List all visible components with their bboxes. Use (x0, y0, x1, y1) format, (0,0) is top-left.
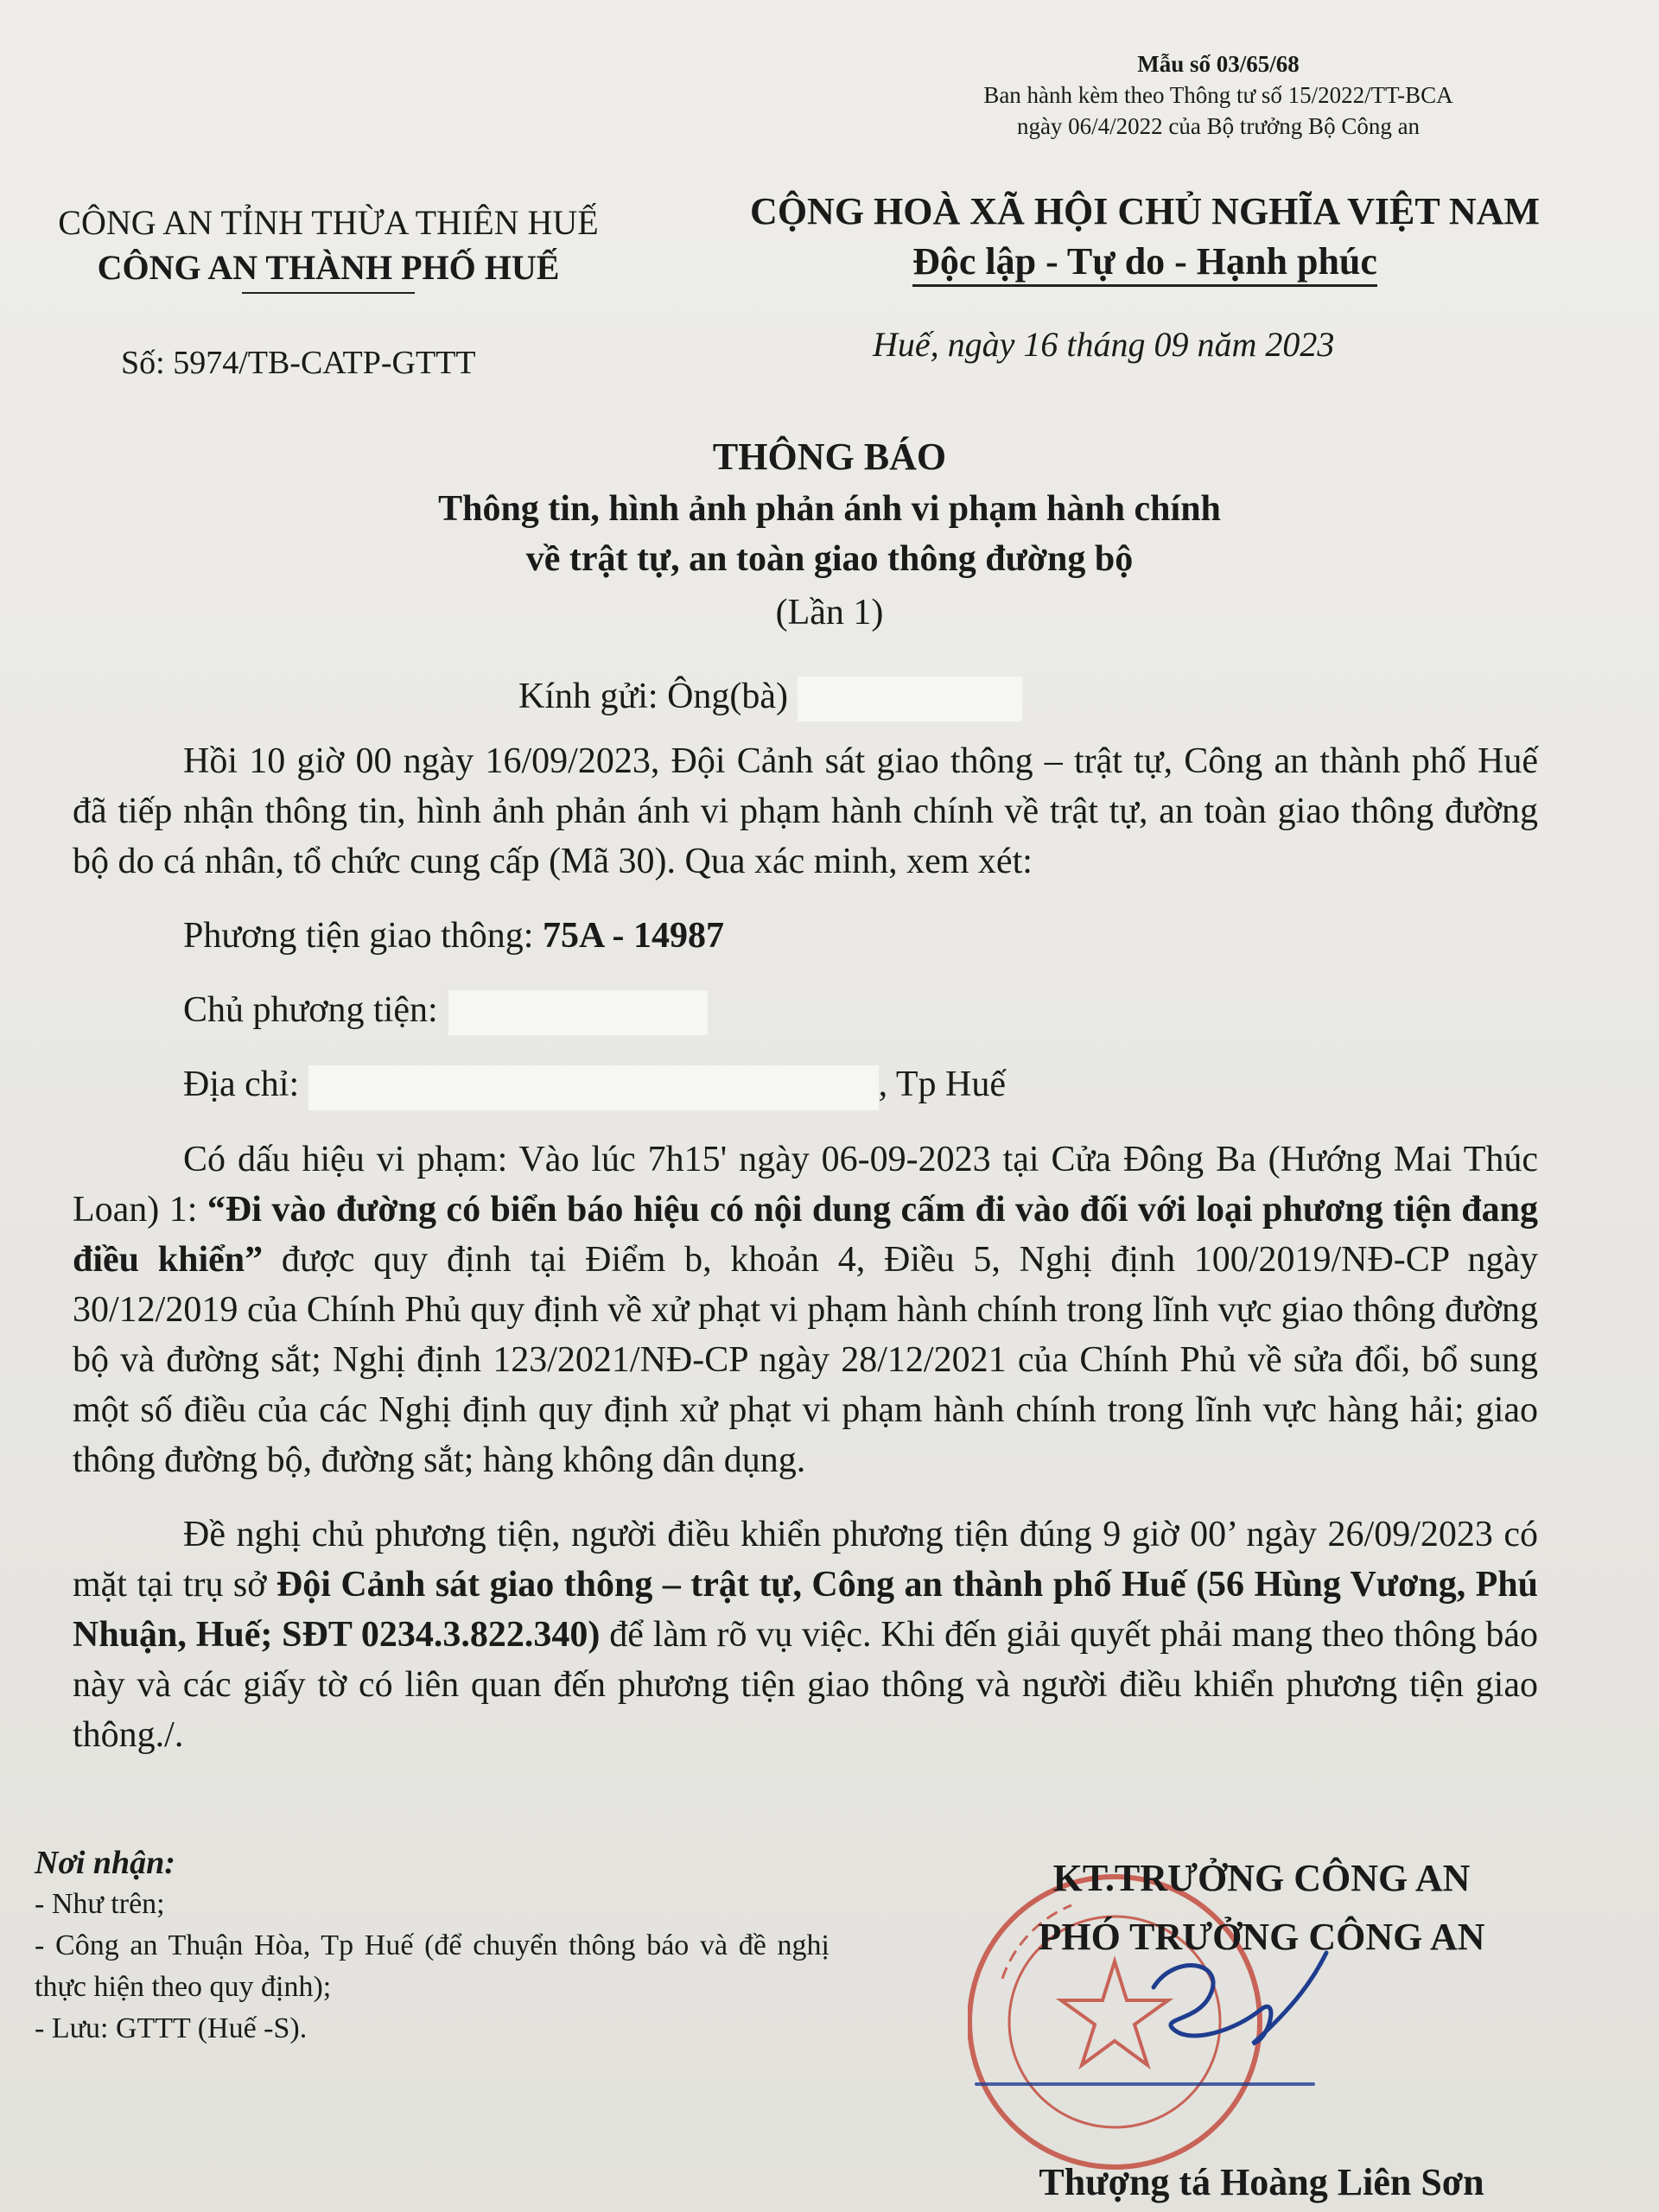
notice-body (73, 736, 1538, 1760)
org-line-2: CÔNG AN THÀNH PHỐ HUẾ (97, 248, 560, 287)
document-subtitle-1: Thông tin, hình ảnh phản ánh vi phạm hành chính (438, 489, 1221, 529)
form-issued-by: Ban hành kèm theo Thông tư số 15/2022/TT-BCA (983, 82, 1453, 108)
signature-title-1: KT.TRƯỞNG CÔNG AN (1052, 1857, 1471, 1899)
recipient-item: - Lưu: GTTT (Huế -S). (35, 2012, 308, 2044)
vehicle-label: Phương tiện giao thông: (183, 916, 543, 956)
address-line (73, 1059, 1538, 1109)
owner-line (73, 985, 1538, 1035)
recipient-item: - Như trên; (35, 1888, 165, 1920)
greeting-line (518, 676, 1022, 721)
request-intro: Đề nghị chủ phương tiện, người điều khiển phương tiện đúng 9 giờ 00’ ngày 26/09/2023 có mặt tại trụ sở (73, 1514, 1538, 1605)
address-label: Địa chỉ: (183, 1065, 308, 1105)
form-number: Mẫu số 03/65/68 (1137, 51, 1300, 77)
redacted-address (308, 1065, 879, 1110)
vehicle-line (73, 911, 1538, 961)
nation-line-1: CỘNG HOÀ XÃ HỘI CHỦ NGHĨA VIỆT NAM (750, 190, 1540, 232)
signature-title-2: PHÓ TRƯỞNG CÔNG AN (1038, 1916, 1485, 1958)
nation-motto: Độc lập - Tự do - Hạnh phúc (912, 239, 1377, 287)
national-header (691, 187, 1599, 287)
signature-block (933, 1849, 1590, 1967)
title-block (0, 430, 1659, 641)
issuing-organization (17, 200, 639, 294)
violation-description: “Đi vào đường có biển báo hiệu có nội dung cấm đi vào đối với loại phương tiện đang điều khiển” (73, 1189, 1538, 1280)
greeting-label: Kính gửi: Ông(bà) (518, 677, 798, 716)
recipient-item: - Công an Thuận Hòa, Tp Huế (để chuyển thông báo và đề nghị thực hiện theo quy định); (35, 1929, 830, 2003)
form-issued-date: ngày 06/4/2022 của Bộ trưởng Bộ Công an (1016, 113, 1421, 139)
redacted-owner (448, 990, 708, 1035)
request-office: Đội Cảnh sát giao thông – trật tự, Công an thành phố Huế (56 Hùng Vương, Phú Nhuận, Huế; SĐT 0234.3.822.340) (73, 1564, 1539, 1655)
notice-round: (Lần 1) (775, 593, 884, 632)
request-instructions: để làm rõ vụ việc. Khi đến giải quyết phải mang theo thông báo này và các giấy tờ có liên quan đến phương tiện giao thông và người điều khiển phương tiện giao thông./. (73, 1614, 1538, 1755)
org-line-1: CÔNG AN TỈNH THỪA THIÊN HUẾ (58, 203, 599, 242)
document-title: THÔNG BÁO (712, 435, 947, 478)
org-underline (242, 292, 415, 294)
signer-name: Thượng tá Hoàng Liên Sơn (1039, 2161, 1484, 2203)
document-date: Huế, ngày 16 tháng 09 năm 2023 (873, 325, 1335, 364)
form-reference (933, 48, 1503, 142)
intro-paragraph: Hồi 10 giờ 00 ngày 16/09/2023, Đội Cảnh sát giao thông – trật tự, Công an thành phố Huế đã tiếp nhận thông tin, hình ảnh phản ánh vi phạm hành chính về trật tự, an toàn giao thông đường bộ do cá nhân, tổ chức cung cấp (Mã 30). Qua xác minh, xem xét: (73, 741, 1538, 881)
recipients-heading: Nơi nhận: (35, 1845, 175, 1881)
violation-intro: Có dấu hiệu vi phạm: Vào lúc 7h15' ngày 06-09-2023 tại Cửa Đông Ba (Hướng Mai Thúc Loan) 1: (73, 1139, 1538, 1230)
address-suffix: , Tp Huế (878, 1065, 1006, 1105)
document-number: Số: 5974/TB-CATP-GTTT (121, 345, 476, 381)
request-paragraph (73, 1510, 1538, 1760)
document-subtitle-2: về trật tự, an toàn giao thông đường bộ (525, 539, 1134, 579)
redacted-name (798, 677, 1022, 721)
recipients-block (35, 1842, 830, 2050)
violation-legal-basis: được quy định tại Điểm b, khoản 4, Điều 5, Nghị định 100/2019/NĐ-CP ngày 30/12/2019 của Chính Phủ quy định về xử phạt vi phạm hành chính trong lĩnh vực giao thông đường bộ và đường sắt; Nghị định 123/2021/NĐ-CP ngày 28/12/2021 của Chính Phủ về sửa đổi, bổ sung một số điều của các Nghị định quy định xử phạt vi phạm hành chính trong lĩnh vực hàng hải; giao thông đường bộ, đường sắt; hàng không dân dụng. (73, 1239, 1538, 1480)
owner-label: Chủ phương tiện: (183, 990, 438, 1030)
vehicle-plate: 75A - 14987 (542, 916, 724, 956)
violation-paragraph (73, 1135, 1538, 1485)
